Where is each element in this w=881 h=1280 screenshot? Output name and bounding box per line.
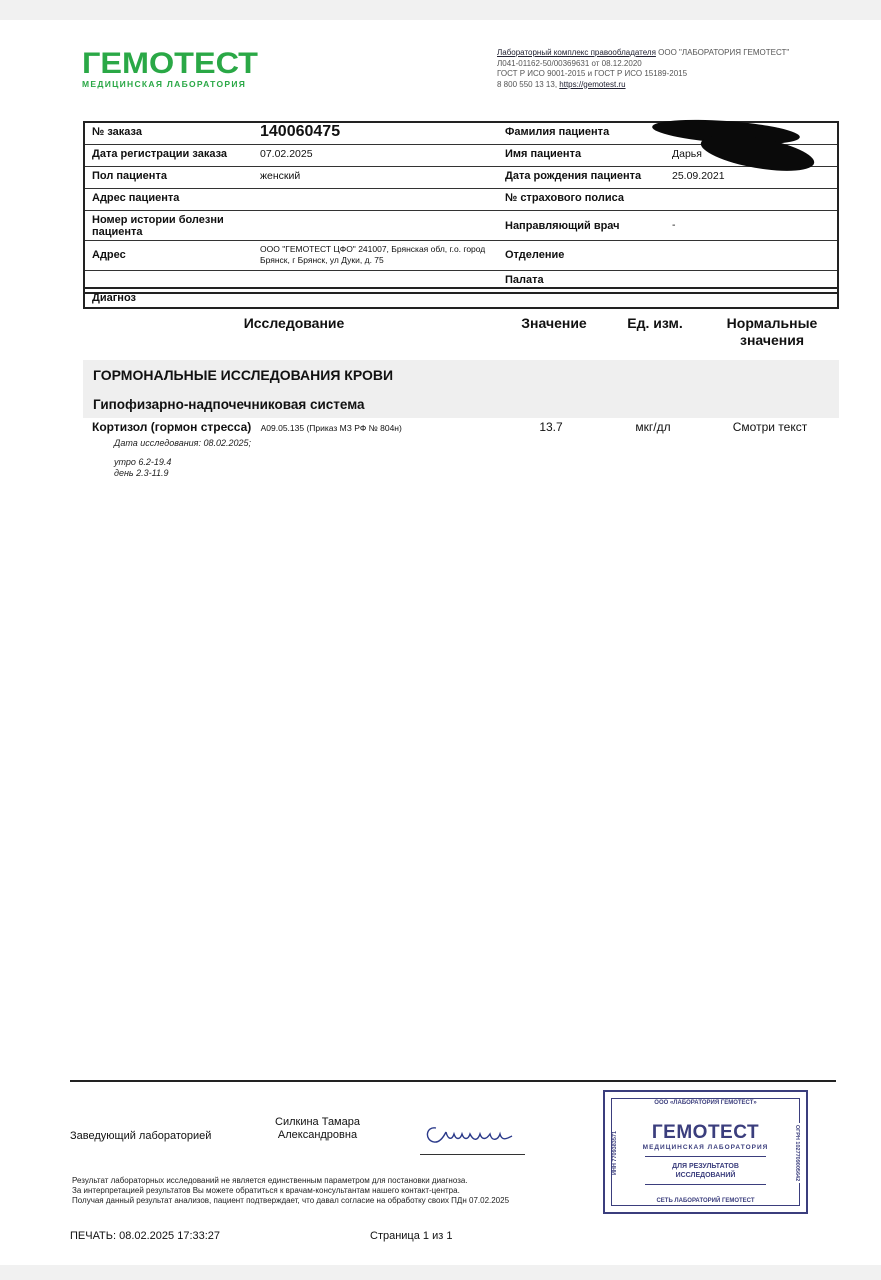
info-row [85,167,837,189]
gost-standards: ГОСТ Р ИСО 9001-2015 и ГОСТ Р ИСО 15189-2015 [497,69,688,78]
doctor-value: - [672,219,676,231]
test-norm: Смотри текст [732,420,808,434]
rights-holder-name: ООО "ЛАБОРАТОРИЯ ГЕМОТЕСТ" [655,48,790,57]
reg-date-value: 07.02.2025 [260,148,313,160]
info-row [85,211,837,241]
brand-logo [82,47,258,89]
reference-day: день 2.3-11.9 [114,468,169,478]
sex-value: женский [260,170,301,182]
info-row [85,189,837,211]
license-number: Л041-01162-50/00369631 от 08.12.2020 [497,58,642,68]
stamp-bottom-text: СЕТЬ ЛАБОРАТОРИЙ ГЕМОТЕСТ [653,1198,757,1204]
info-row [85,241,837,271]
disclaimer-line: Результат лабораторных исследований не является единственным параметром для постановки диагноза. [72,1176,468,1185]
lab-header-info [497,48,789,90]
test-row [92,420,402,434]
ward-label: Палата [505,274,544,286]
birth-date-value: 25.09.2021 [672,170,725,182]
order-label: № заказа [92,126,142,138]
address-label: Адрес [92,249,126,261]
birth-date-label: Дата рождения пациента [505,170,642,182]
reference-morning: утро 6.2-19.4 [114,457,172,467]
logo-title: ГЕМОТЕСТ [82,47,258,80]
diagnosis-label: Диагноз [92,292,136,304]
page-number: Страница 1 из 1 [370,1230,453,1242]
column-norm [712,315,832,349]
lab-stamp [603,1090,808,1214]
print-timestamp: ПЕЧАТЬ: 08.02.2025 17:33:27 [70,1230,221,1242]
disclaimer-line: За интерпретацией результатов Вы можете обратиться к врачам-консультантам нашего контакт-центра. [72,1186,460,1195]
test-code: A09.05.135 (Приказ МЗ РФ № 804н) [260,423,402,433]
column-norm-line2: значения [740,332,804,348]
logo-subtitle: МЕДИЦИНСКАЯ ЛАБОРАТОРИЯ [82,79,247,89]
stamp-subtitle: МЕДИЦИНСКАЯ ЛАБОРАТОРИЯ [642,1144,769,1151]
column-norm-line1: Нормальные [726,315,818,331]
history-label: Номер истории болезни пациента [92,214,224,238]
stamp-purpose [605,1162,806,1180]
reg-date-label: Дата регистрации заказа [92,148,228,160]
test-value: 13.7 [539,420,563,434]
order-number: 140060475 [260,123,341,140]
name-label: Имя пациента [505,148,582,160]
rights-holder-link[interactable]: Лабораторный комплекс правообладателя [497,48,656,57]
test-name: Кортизол (гормон стресса) [92,420,252,434]
disclaimer-line: Получая данный результат анализов, пациент подтверждает, что давал согласие на обработку своих ПДн 07.02.2025 [72,1196,510,1205]
head-label: Заведующий лабораторией [70,1130,212,1142]
address-value: ООО "ГЕМОТЕСТ ЦФО" 241007, Брянская обл, г.о. город Брянск, г Брянск, ул Дуки, д. 75 [260,244,486,265]
department-label: Отделение [505,249,565,261]
sex-label: Пол пациента [92,170,167,182]
subsection-title: Гипофизарно-надпочечниковая система [83,390,839,418]
column-value: Значение [521,315,587,331]
disclaimer [72,1176,509,1206]
patient-address-label: Адрес пациента [92,192,180,204]
head-name-line2: Александровна [277,1129,358,1141]
column-study: Исследование [243,315,345,331]
test-date: Дата исследования: 08.02.2025; [114,438,252,448]
column-unit: Ед. изм. [627,315,683,331]
doctor-label: Направляющий врач [505,220,620,232]
head-name [275,1116,360,1142]
stamp-top-text: ООО «ЛАБОРАТОРИЯ ГЕМОТЕСТ» [651,1100,759,1106]
website-link[interactable]: https://gemotest.ru [559,79,626,89]
stamp-inn: ИНН 7709383571 [612,1131,618,1176]
name-value: Дарья [672,148,702,160]
lab-report-page [0,20,881,1265]
section-title: ГОРМОНАЛЬНЫЕ ИССЛЕДОВАНИЯ КРОВИ [83,360,839,390]
policy-label: № страхового полиса [505,192,624,204]
head-name-line1: Силкина Тамара [275,1116,360,1128]
stamp-purpose-line1: ДЛЯ РЕЗУЛЬТАТОВ [672,1163,739,1170]
signature [420,1118,525,1155]
test-unit: мкг/дл [635,420,671,434]
stamp-logo: ГЕМОТЕСТ [651,1122,760,1143]
footer-divider [70,1080,836,1082]
phone: 8 800 550 13 13, [497,79,560,89]
surname-label: Фамилия пациента [505,126,610,138]
stamp-purpose-line2: ИССЛЕДОВАНИЙ [675,1172,736,1179]
stamp-ogrn: ОГРН 1027709005642 [794,1124,800,1182]
diagnosis-row [83,287,839,309]
